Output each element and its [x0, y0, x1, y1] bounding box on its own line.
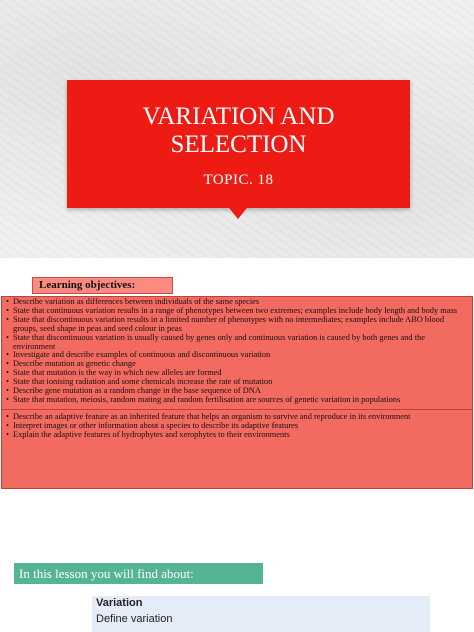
page-title: [67, 103, 410, 159]
objective-item: • State that mutation, meiosis, random mating and random fertilisation are sources of genetic variation in populations: [6, 396, 468, 405]
callout-pointer: [229, 208, 247, 219]
objective-item: • State that discontinuous variation results in a limited number of phenotypes with no intermediates; examples include ABO blood groups, seed shape in peas and seed colour in peas: [6, 316, 468, 334]
objective-item: • Interpret images or other information about a species to describe its adaptive features: [6, 422, 468, 431]
objective-item: • Describe mutation as genetic change: [6, 360, 468, 369]
lesson-topic-title: Variation: [96, 597, 143, 609]
objective-item: • Describe gene mutation as a random change in the base sequence of DNA: [6, 387, 468, 396]
objective-item: • State that continuous variation results in a range of phenotypes between two extremes; examples include body length and body mass: [6, 307, 468, 316]
learning-objectives-box: [1, 296, 473, 489]
title-card: [67, 80, 410, 208]
title-line-1: VARIATION AND: [142, 103, 335, 130]
objectives-list-variation: [2, 297, 472, 405]
lesson-topic-subtitle: Define variation: [96, 613, 173, 625]
objective-item: • Explain the adaptive features of hydrophytes and xerophytes to their environments: [6, 431, 468, 440]
title-line-2: SELECTION: [170, 131, 307, 158]
objective-item: • State that ionising radiation and some chemicals increase the rate of mutation: [6, 378, 468, 387]
objective-item: • Describe variation as differences between individuals of the same species: [6, 298, 468, 307]
objective-item: • State that discontinuous variation is usually caused by genes only and continuous variation is caused by both genes and the environment: [6, 334, 468, 352]
topic-label: TOPIC. 18: [203, 172, 274, 188]
objective-item: • State that mutation is the way in which new alleles are formed: [6, 369, 468, 378]
objectives-divider: [2, 409, 472, 410]
objectives-list-adaptation: [2, 412, 472, 440]
lesson-topic-card: [92, 596, 430, 632]
objective-item: • Describe an adaptive feature as an inherited feature that helps an organism to survive and reproduce in its environment: [6, 413, 468, 422]
lesson-banner: In this lesson you will find about:: [14, 563, 263, 584]
learning-objectives-label: Learning objectives:: [32, 277, 173, 294]
objective-item: • Investigate and describe examples of continuous and discontinuous variation: [6, 351, 468, 360]
